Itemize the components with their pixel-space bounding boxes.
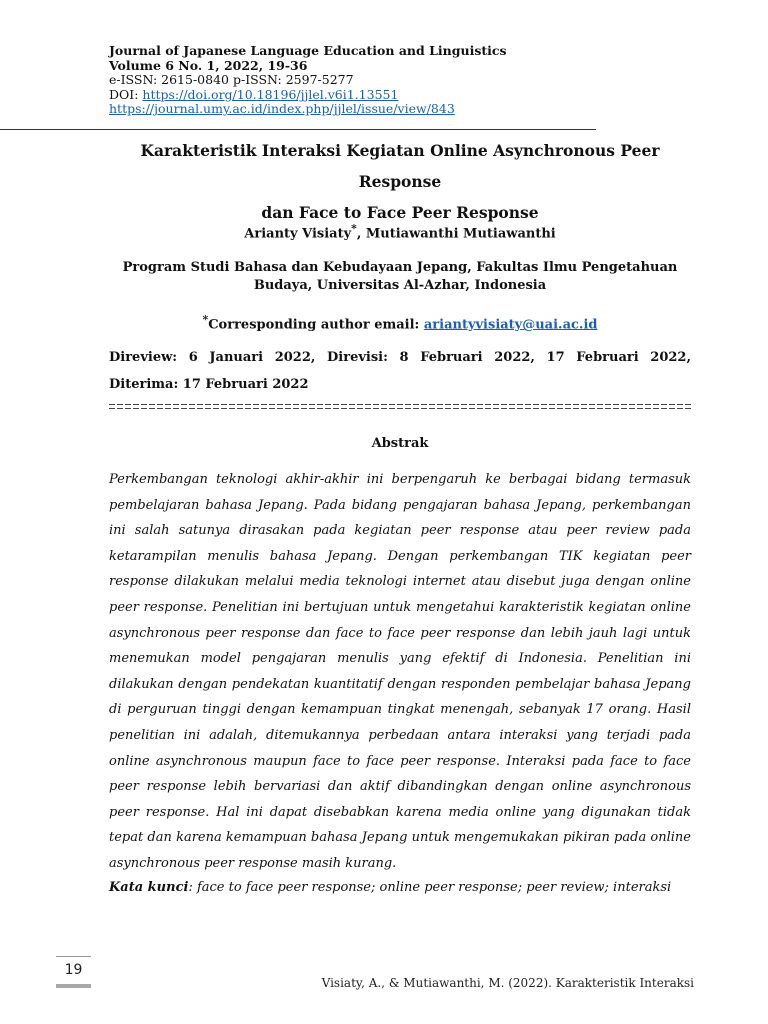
- affiliation-line-1: Program Studi Bahasa dan Kebudayaan Jepang, Fakultas Ilmu Pengetahuan: [122, 260, 678, 275]
- author-1: Arianty Visiaty: [244, 226, 352, 242]
- keywords: [109, 880, 691, 895]
- paper-title: [100, 135, 700, 228]
- corresponding-email-link[interactable]: ariantyvisiaty@uai.ac.id: [423, 317, 598, 333]
- corresponding-mark: *: [202, 313, 209, 326]
- abstract-heading: Abstrak: [371, 436, 429, 451]
- abstract-text: Perkembangan teknologi akhir-akhir ini berpengaruh ke berbagai bidang termasuk pembelajaran bahasa Jepang. Pada bidang pengajaran bahasa Jepang, perkembangan ini salah satunya dirasakan pada kegiatan peer response atau peer review pada ketarampilan menulis bahasa Jepang. Dengan perkembangan TIK kegiatan peer response dilakukan melalui media teknologi internet atau disebut juga dengan online peer response. Penelitian ini bertujuan untuk mengetahui karakteristik kegiatan online asynchronous peer response dan face to face peer response dan lebih jauh lagi untuk menemukan model pengajaran menulis yang efektif di Indonesia. Penelitian ini dilakukan dengan pendekatan kuantitatif dengan responden pembelajar bahasa Jepang di perguruan tinggi dengan kemampuan tingkat menengah, sebanyak 17 orang. Hasil penelitian ini adalah, ditemukannya perbedaan antara interaksi yang terjadi pada online asynchronous maupun face to face peer response. Interaksi pada face to face peer response lebih bervariasi dan aktif dibandingkan dengan online asynchronous peer response. Hal ini dapat disebabkan karena media online yang digunakan tidak tepat dan karena kemampuan bahasa Jepang untuk mengemukakan pikiran pada online asynchronous peer response masih kurang.: [109, 472, 691, 871]
- issue-line: [109, 102, 507, 117]
- doi-line: [109, 88, 507, 103]
- journal-title: Journal of Japanese Language Education and Linguistics: [109, 43, 507, 58]
- page-number-bar: [56, 984, 91, 988]
- journal-issn: e-ISSN: 2615-0840 p-ISSN: 2597-5277: [109, 72, 354, 88]
- authors: [100, 222, 700, 241]
- paper-title-line-2: dan Face to Face Peer Response: [261, 203, 539, 222]
- doi-link[interactable]: https://doi.org/10.18196/jjlel.v6i1.13551: [142, 86, 399, 102]
- corresponding-label: Corresponding author email:: [208, 317, 424, 333]
- affiliation: [110, 259, 690, 294]
- affiliation-line-2: Budaya, Universitas Al-Azhar, Indonesia: [253, 277, 547, 293]
- keywords-label: Kata kunci: [109, 880, 189, 895]
- keywords-text: : face to face peer response; online peer response; peer review; interaksi: [188, 880, 672, 895]
- page-number: 19: [64, 962, 83, 978]
- issue-link[interactable]: https://journal.umy.ac.id/index.php/jjlel/issue/view/843: [109, 101, 455, 117]
- doi-label: DOI:: [109, 86, 143, 102]
- journal-header: [109, 44, 507, 117]
- journal-volume: Volume 6 No. 1, 2022, 19-36: [109, 57, 308, 73]
- header-rule: [0, 129, 596, 130]
- author-1-mark: *: [351, 222, 357, 235]
- page-number-rule: [56, 956, 91, 957]
- corresponding-author: [100, 313, 700, 332]
- review-dates: Direview: 6 Januari 2022, Direvisi: 8 Februari 2022, 17 Februari 2022, Diterima: 17 Februari 2022: [109, 350, 691, 392]
- footer-citation: Visiaty, A., & Mutiawanthi, M. (2022). Karakteristik Interaksi: [321, 976, 694, 990]
- paper-title-line-1: Karakteristik Interaksi Kegiatan Online Asynchronous Peer Response: [140, 141, 660, 191]
- author-2: , Mutiawanthi Mutiawanthi: [356, 226, 556, 242]
- double-dash-separator: [109, 400, 691, 412]
